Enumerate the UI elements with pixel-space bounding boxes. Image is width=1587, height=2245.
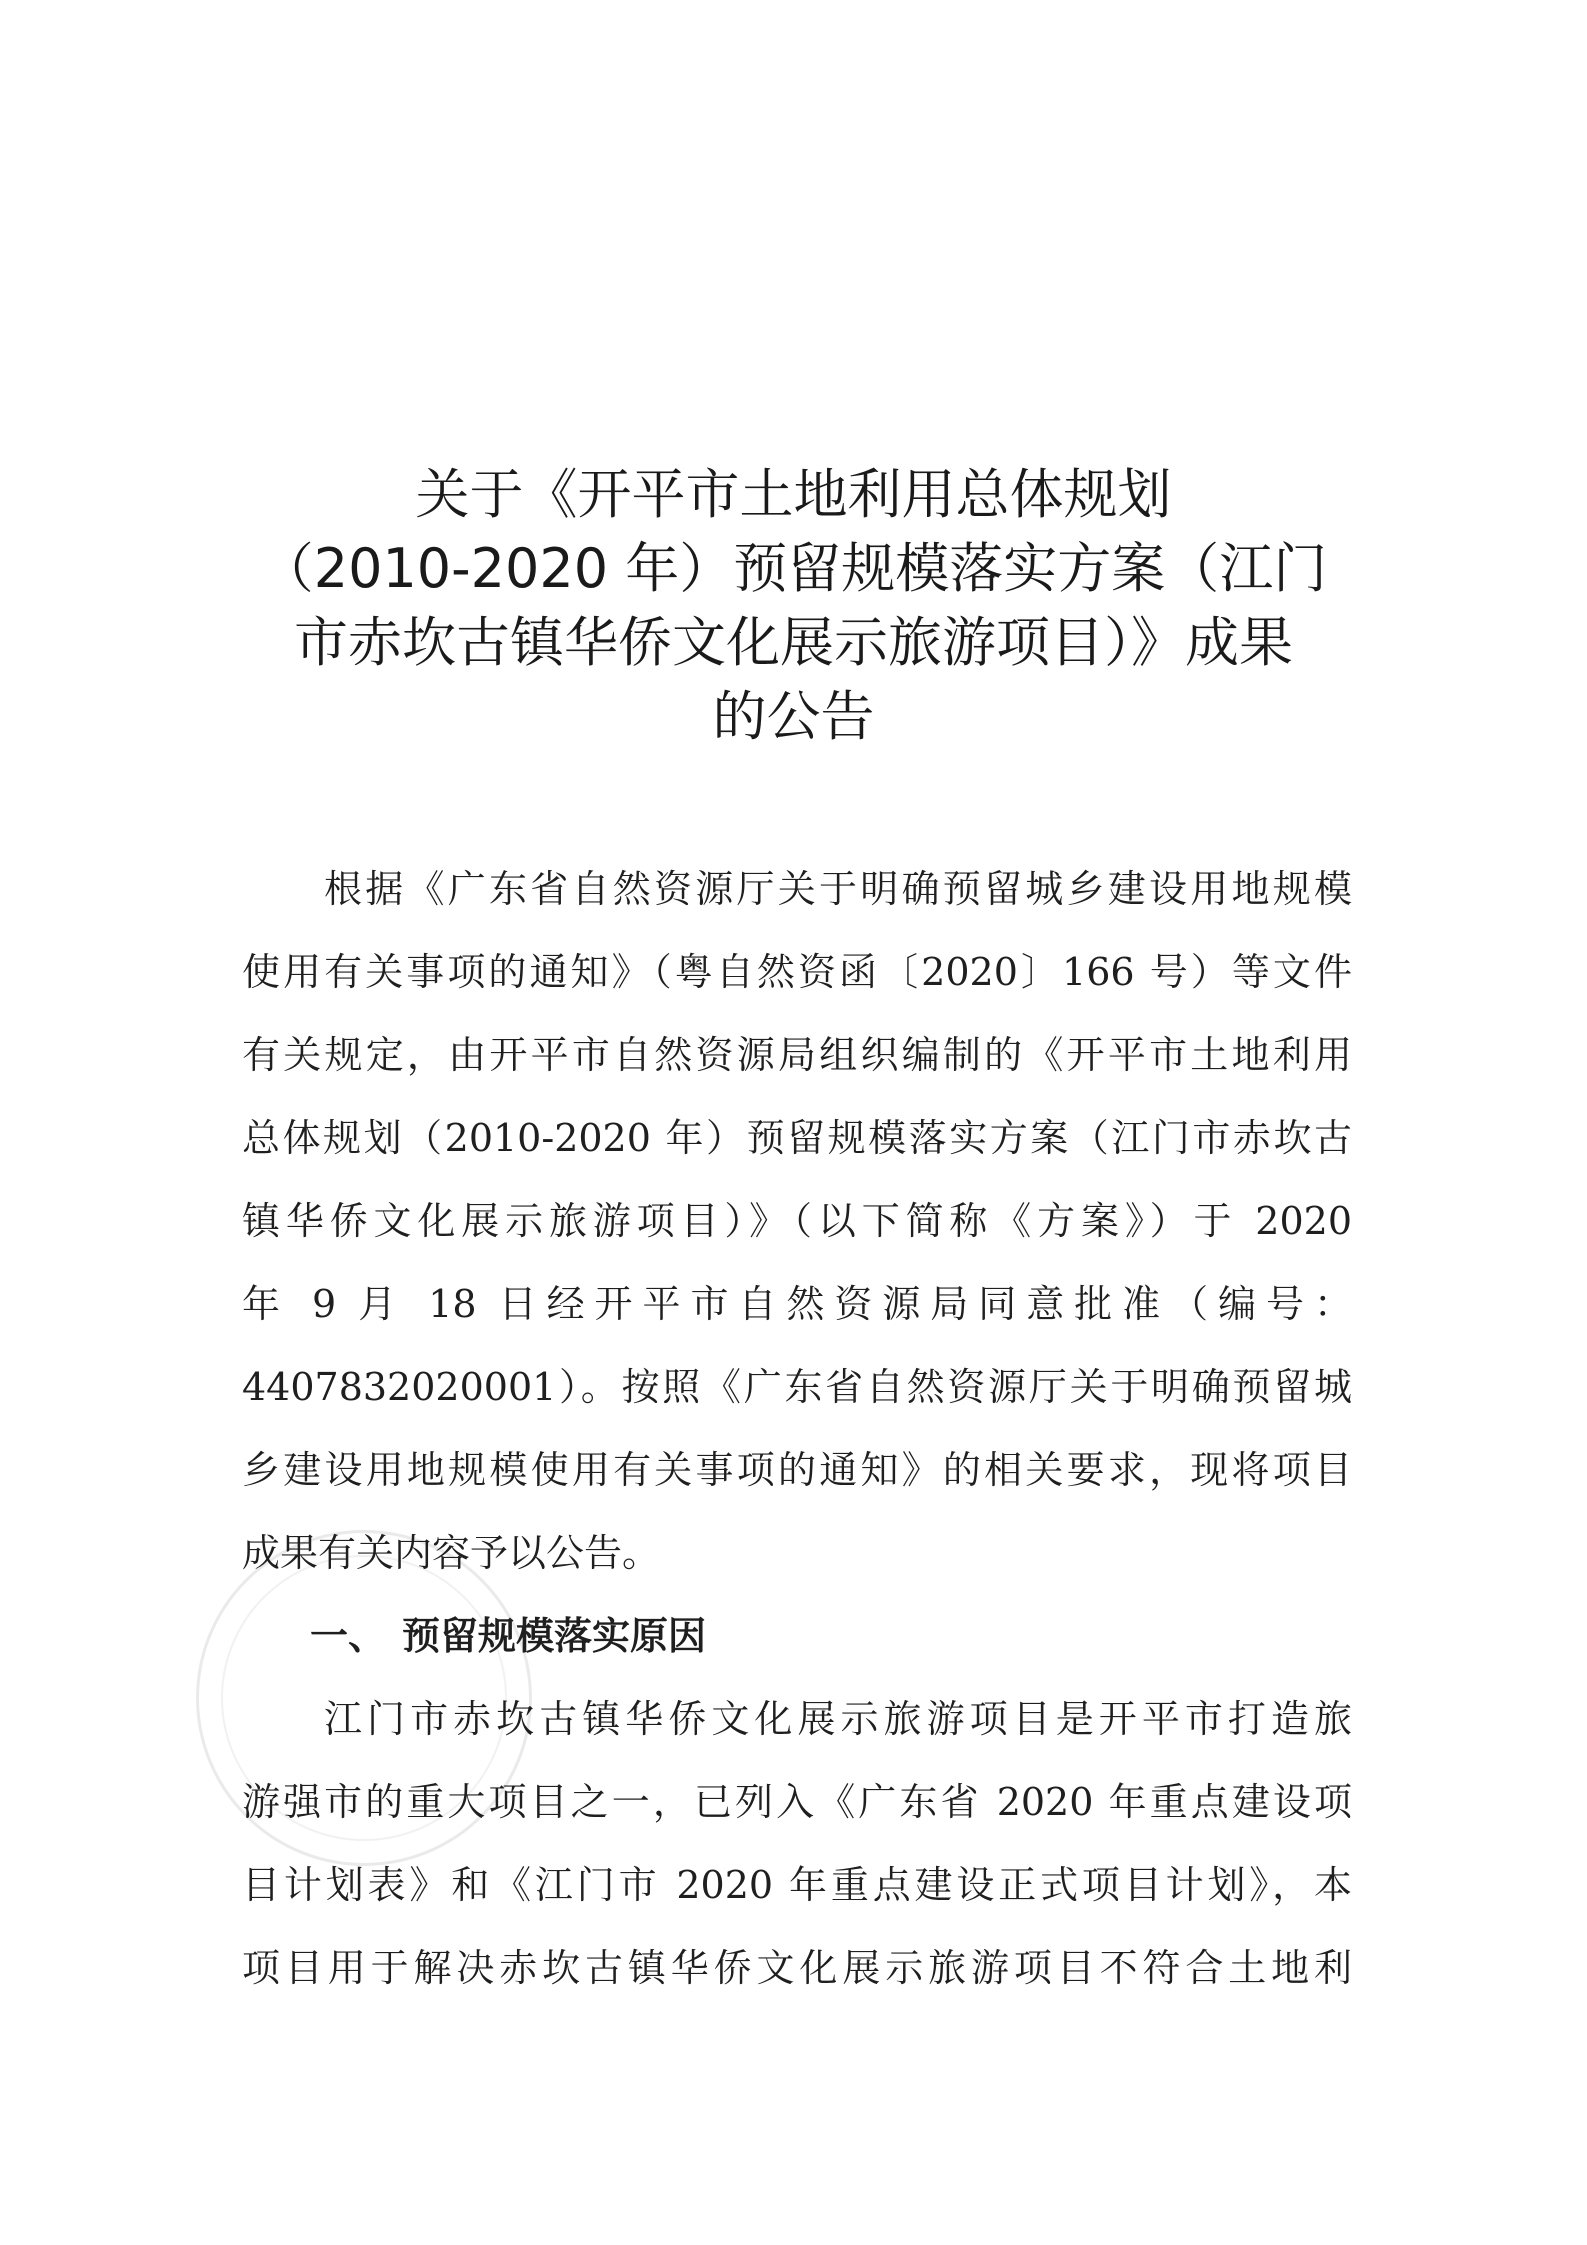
body-line: 目计划表》和《江门市 2020 年重点建设正式项目计划》，本 bbox=[242, 1863, 1352, 1907]
body-line: 使用有关事项的通知》（粤自然资函〔2020〕166 号）等文件 bbox=[242, 950, 1352, 994]
body-line: 总体规划（2010-2020 年）预留规模落实方案（江门市赤坎古 bbox=[242, 1116, 1352, 1160]
body-line: 成果有关内容予以公告。 bbox=[242, 1531, 661, 1575]
body-line: 游强市的重大项目之一，已列入《广东省 2020 年重点建设项 bbox=[242, 1780, 1352, 1824]
body-line: 项目用于解决赤坎古镇华侨文化展示旅游项目不符合土地利 bbox=[242, 1946, 1352, 1990]
body-line: 年 9 月 18 日经开平市自然资源局同意批准（编号： bbox=[242, 1282, 1352, 1326]
section-heading-text: 预留规模落实原因 bbox=[402, 1614, 707, 1658]
title-line: 关于《开平市土地利用总体规划 bbox=[415, 463, 1172, 526]
body-line: 有关规定，由开平市自然资源局组织编制的《开平市土地利用 bbox=[242, 1033, 1352, 1077]
section-number: 一、 bbox=[310, 1614, 387, 1658]
document-body bbox=[242, 848, 1352, 2010]
document-title bbox=[200, 458, 1387, 754]
body-line: 乡建设用地规模使用有关事项的通知》的相关要求，现将项目 bbox=[242, 1448, 1352, 1492]
paragraph-basis bbox=[242, 848, 1352, 1595]
body-line: 镇华侨文化展示旅游项目）》（以下简称《方案》）于 2020 bbox=[242, 1199, 1352, 1243]
section-heading bbox=[242, 1595, 1352, 1678]
body-line: 4407832020001）。按照《广东省自然资源厅关于明确预留城 bbox=[242, 1365, 1352, 1409]
body-line: 根据《广东省自然资源厅关于明确预留城乡建设用地规模 bbox=[324, 867, 1352, 911]
body-line: 江门市赤坎古镇华侨文化展示旅游项目是开平市打造旅 bbox=[324, 1697, 1352, 1741]
title-line: 的公告 bbox=[712, 685, 875, 748]
title-line: 市赤坎古镇华侨文化展示旅游项目）》成果 bbox=[294, 611, 1293, 674]
title-line: （2010-2020 年）预留规模落实方案（江门 bbox=[259, 537, 1328, 600]
paragraph-reason bbox=[242, 1678, 1352, 2010]
